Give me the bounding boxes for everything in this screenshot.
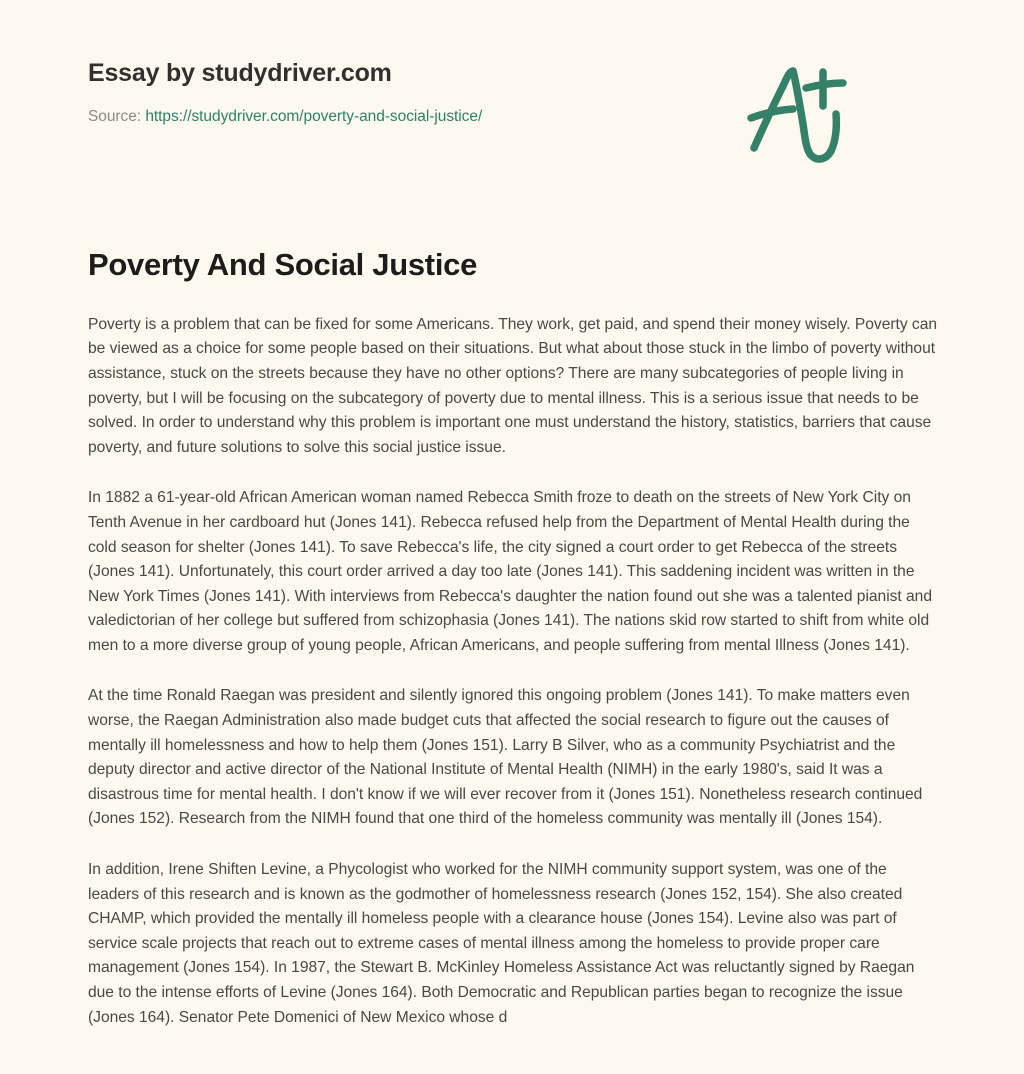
paragraph: In addition, Irene Shiften Levine, a Phycologist who worked for the NIMH community support system, was one of the leaders of this research and is known as the godmother of homelessness research (Jones 152, 154). She also created CHAMP, which provided the mentally ill homeless people with a clearance house (Jones 154). Levine also was part of service scale projects that reach out to extreme cases of mental illness among the homeless to provide proper care management (Jones 154). In 1987, the Stewart B. McKinley Homeless Assistance Act was reluctantly signed by Raegan due to the intense efforts of Levine (Jones 164). Both Democratic and Republican parties began to recognize the issue (Jones 164). Senator Pete Domenici of New Mexico whose d: [88, 861, 915, 1026]
source-line: [88, 107, 936, 127]
source-label: Source:: [88, 108, 142, 125]
page-header: [88, 0, 936, 150]
paragraph: In 1882 a 61-year-old African American woman named Rebecca Smith froze to death on the streets of New York City on Tenth Avenue in her cardboard hut (Jones 141). Rebecca refused help from the Department of Mental Health during the cold season for shelter (Jones 141). To save Rebecca's life, the city signed a court order to get Rebecca of the streets (Jones 141). Unfortunately, this court order arrived a day too late (Jones 141). This saddening incident was written in the New York Times (Jones 141). With interviews from Rebecca's daughter the nation found out she was a talented pianist and valedictorian of her college but suffered from schizophasia (Jones 141). The nations skid row started to shift from white old men to a more diverse group of young people, African Americans, and people suffering from mental Illness (Jones 141).: [88, 489, 932, 654]
article-body: [88, 313, 940, 1030]
paragraph: At the time Ronald Raegan was president and silently ignored this ongoing problem (Jones 141). To make matters even worse, the Raegan Administration also made budget cuts that affected the social research to figure out the causes of mentally ill homelessness and how to help them (Jones 151). Larry B Silver, who as a community Psychiatrist and the deputy director and active director of the National Institute of Mental Health (NIMH) in the early 1980's, said It was a disastrous time for mental health. I don't know if we will ever recover from it (Jones 151). Nonetheless research continued (Jones 152). Research from the NIMH found that one third of the homeless community was mentally ill (Jones 154).: [88, 687, 923, 828]
page-title: Poverty And Social Justice: [88, 247, 478, 282]
byline: Essay by studydriver.com: [88, 59, 392, 87]
paragraph: Poverty is a problem that can be fixed for some Americans. They work, get paid, and spend their money wisely. Poverty can be viewed as a choice for some people based on their situations. But what about those stuck in the limbo of poverty without assistance, stuck on the streets because they have no other options? There are many subcategories of people living in poverty, but I will be focusing on the subcategory of poverty due to mental illness. This is a serious issue that needs to be solved. In order to understand why this problem is important one must understand the history, statistics, barriers that cause poverty, and future solutions to solve this social justice issue.: [88, 315, 938, 456]
source-url-link[interactable]: https://studydriver.com/poverty-and-social-justice/: [145, 108, 483, 125]
